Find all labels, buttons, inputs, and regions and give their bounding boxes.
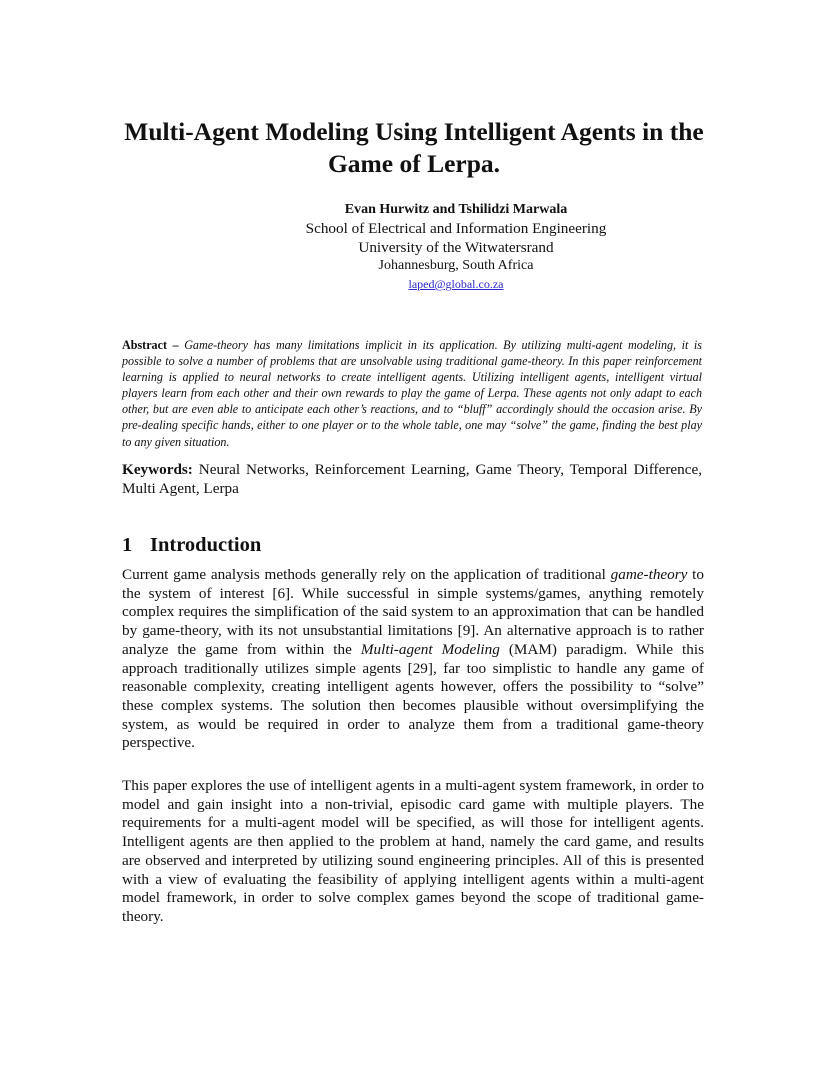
keywords-label: Keywords:	[122, 461, 193, 478]
author-block	[230, 201, 682, 293]
abstract-text: Game-theory has many limitations implicit in its application. By utilizing multi-agent modeling, it is possible to solve a number of problems that are unsolvable using traditional game-theory. In this paper reinforcement learning is applied to neural networks to create intelligent agents. Utilizing intelligent agents, intelligent virtual players learn from each other and their own rewards to play the game of Lerpa. These agents not only adapt to each other, but are even able to anticipate each other’s reactions, and to “bluff” accordingly should the occasion arise. By pre-dealing specific hands, either to one player or to the whole table, one may “solve” the game, finding the best play to any given situation.	[122, 338, 703, 449]
paragraph-1-text-c: to the system of interest [6]. While successful in simple systems/games, anything remotely complex requires the simplification of the said system to an approximation that can be handled by game-theory, with its not unsubstantial limitations [9]. An alternative approach is to rather analyze the game from within the	[122, 566, 704, 658]
paragraph-2: This paper explores the use of intelligent agents in a multi-agent system framework, in order to model and gain insight into a non-trivial, episodic card game with multiple players. The requirements for a multi-agent model will be specified, as will those for intelligent agents. Intelligent agents are then applied to the problem at hand, namely the card game, and results are observed and interpreted by utilizing sound engineering principles. All of this is presented with a view of evaluating the feasibility of applying intelligent agents within a multi-agent model framework, in order to solve complex games beyond the scope of traditional game-theory.	[122, 777, 704, 925]
paragraph-1-text-a: Current game analysis methods generally rely on the application of traditional	[122, 566, 611, 583]
paragraph-1-italic-game-theory: game-theory	[610, 566, 688, 583]
paragraph-1-text-e: (MAM) paradigm. While this approach traditionally utilizes simple agents [29], far too simplistic to handle any game of reasonable complexity, creating intelligent agents however, offers the possibility to “solve” these complex systems. The solution then becomes plausible without oversimplifying the system, as would be required in order to analyze them from a traditional game-theory perspective.	[122, 640, 704, 752]
affiliation-city: Johannesburg, South Africa	[378, 258, 534, 273]
affiliation-school: School of Electrical and Information Engineering	[305, 220, 607, 237]
affiliation-university: University of the Witwatersrand	[358, 239, 554, 256]
author-names: Evan Hurwitz and Tshilidzi Marwala	[344, 202, 568, 217]
paragraph-1	[122, 566, 704, 753]
paragraph-1-italic-mam: Multi-agent Modeling	[360, 640, 500, 658]
keywords-text: Neural Networks, Reinforcement Learning, Game Theory, Temporal Difference, Multi Agent, Lerpa	[122, 461, 703, 497]
keywords	[122, 460, 702, 498]
section-heading	[122, 533, 261, 557]
abstract-label: Abstract –	[122, 338, 179, 352]
email-link[interactable]: laped@global.co.za	[408, 277, 504, 291]
paper-title: Multi-Agent Modeling Using Intelligent Agents in the Game of Lerpa.	[124, 117, 704, 178]
section-number: 1	[122, 534, 133, 556]
section-title: Introduction	[150, 534, 262, 556]
abstract	[122, 337, 702, 450]
